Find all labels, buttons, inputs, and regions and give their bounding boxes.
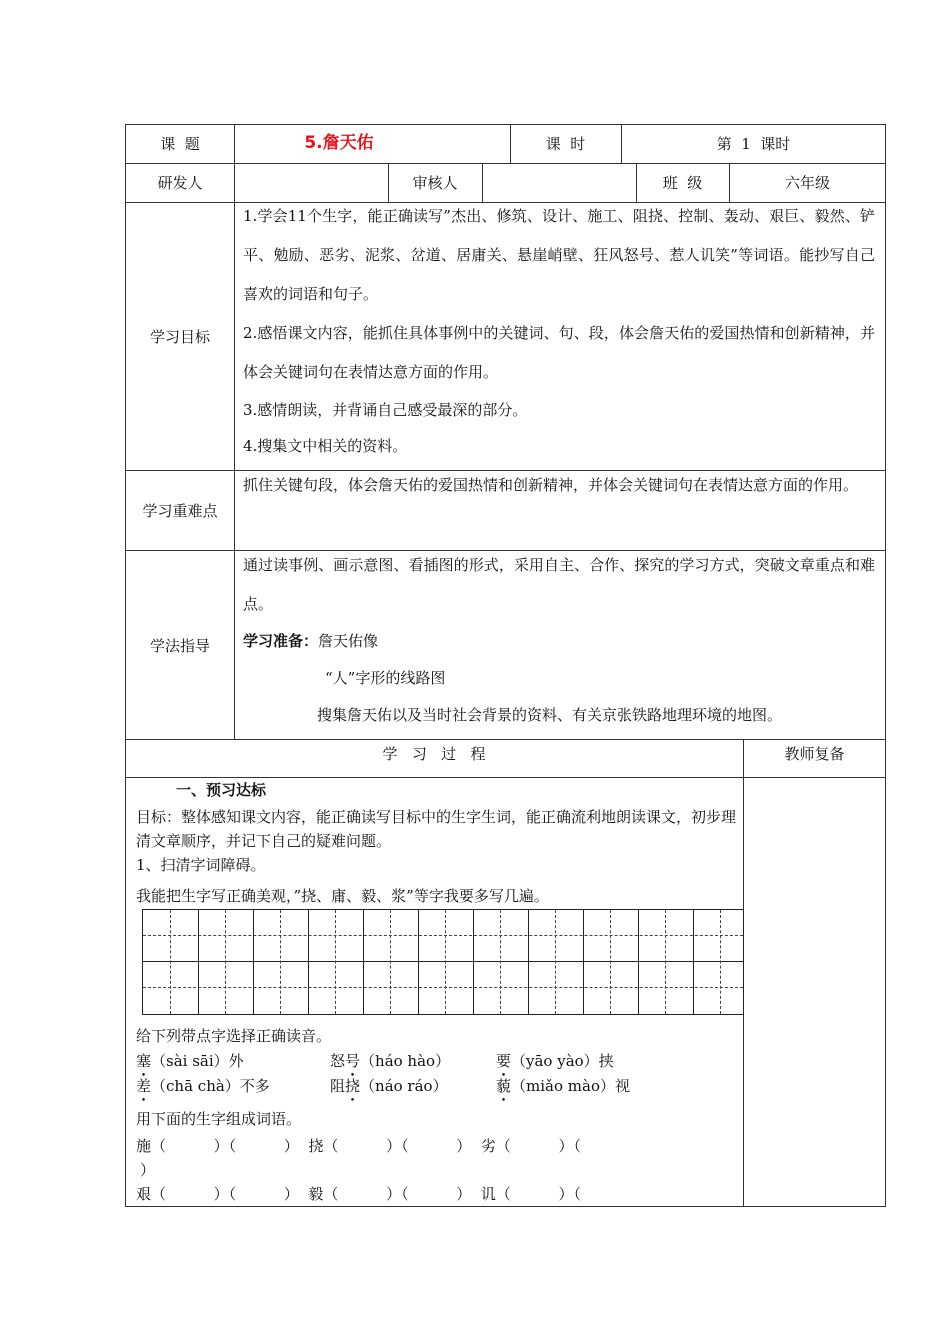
grid-line [390, 910, 391, 1014]
dotted-char: 塞 [136, 1052, 152, 1070]
prep-label: 学习准备： [243, 632, 319, 650]
word-row[interactable]: 施（ ）（ ） 挠（ ）（ ） 劣（ ）（ [136, 1137, 581, 1155]
class-value: 六年级 [784, 174, 830, 192]
grid-line [418, 910, 419, 1014]
section-title: 一、预习达标 [176, 781, 267, 799]
grid-line [253, 910, 254, 1014]
grid-line [280, 910, 281, 1014]
grid-line [363, 910, 364, 1014]
topic-label: 课 题 [160, 135, 200, 153]
grid-line [473, 910, 474, 1014]
period-value: 第 1 课时 [716, 135, 791, 153]
grid-line [638, 910, 639, 1014]
grid-line [143, 961, 743, 962]
pronunciation-options: （sài sāi）外 [151, 1052, 244, 1070]
prep-item: “人”字形的线路图 [325, 669, 446, 687]
dotted-char: 号 [345, 1052, 361, 1070]
grid-line [610, 910, 611, 1014]
process-header: 学 习 过 程 [382, 744, 486, 763]
grid-line [170, 910, 171, 1014]
pronunciation-prompt: 给下列带点字选择正确读音。 [136, 1027, 332, 1045]
goals-label: 学习目标 [149, 327, 210, 346]
dotted-char: 要 [496, 1052, 512, 1070]
prep-item: 搜集詹天佑以及当时社会背景的资料、有关京张铁路地理环境的地图。 [317, 706, 783, 724]
prep-line [243, 631, 378, 652]
goals-list [243, 197, 875, 464]
period-label: 课 时 [545, 135, 586, 153]
grid-line [335, 910, 336, 1014]
pronunciation-item [496, 1075, 630, 1096]
pronunciation-options: （chā chà）不多 [151, 1077, 270, 1095]
goal-item: 4.搜集文中相关的资料。 [243, 437, 408, 455]
grid-line [693, 910, 694, 1014]
prep-item: 詹天佑像 [318, 632, 379, 650]
grid-line [555, 910, 556, 1014]
dotted-char: 藐 [496, 1077, 512, 1095]
pronunciation-options: 怒号（háo hào） [330, 1052, 451, 1070]
reviewer-label: 审核人 [412, 174, 458, 192]
grid-line [308, 910, 309, 1014]
pronunciation-item [136, 1050, 244, 1071]
goal-item: 1.学会11个生字，能正确读写”杰出、修筑、设计、施工、阻挠、控制、轰动、艰巨、毅然、铲平、勉励、恶劣、泥浆、岔道、居庸关、悬崖峭壁、狂风怒号、惹人讥笑”等词语。能抄写自己喜欢的词语和句子。 [243, 207, 875, 303]
grid-line [198, 910, 199, 1014]
pronunciation-options: 阻挠（náo ráo） [330, 1077, 448, 1095]
class-label: 班 级 [662, 174, 703, 192]
grid-line [583, 910, 584, 1014]
word-row-wrap: ） [140, 1161, 156, 1179]
key-points-label: 学习重难点 [142, 501, 218, 520]
grid-line [665, 910, 666, 1014]
pronunciation-item [330, 1050, 450, 1071]
dotted-char: 差 [136, 1077, 152, 1095]
teacher-notes-header: 教师复备 [784, 744, 845, 763]
lesson-title: 5.詹天佑 [304, 132, 374, 153]
grid-line [225, 910, 226, 1014]
pronunciation-item [330, 1075, 448, 1096]
step-heading: 1、扫清字词障碍。 [136, 856, 266, 874]
developer-label: 研发人 [157, 174, 203, 192]
grid-line [445, 910, 446, 1014]
method-text: 通过读事例、画示意图、看插图的形式，采用自主、合作、探究的学习方式，突破文章重点和难点。 [243, 556, 875, 613]
dotted-char: 挠 [345, 1077, 361, 1095]
divider [125, 777, 886, 778]
pronunciation-options: （miǎo mào）视 [511, 1077, 630, 1095]
write-prompt: 我能把生字写正确美观，”挠、庸、毅、浆”等字我要多写几遍。 [136, 887, 549, 905]
grid-line [143, 935, 743, 936]
grid-line [528, 910, 529, 1014]
word-prompt: 用下面的生字组成词语。 [136, 1110, 302, 1128]
section-target: 目标：整体感知课文内容，能正确读写目标中的生字生词，能正确流利地朗读课文，初步理清文章顺序，并记下自己的疑难问题。 [136, 808, 737, 850]
key-points-text: 抓住关键句段，体会詹天佑的爱国热情和创新精神，并体会关键词句在表情达意方面的作用。 [243, 476, 859, 494]
goal-item: 2.感悟课文内容，能抓住具体事例中的关键词、句、段，体会詹天佑的爱国热情和创新精神，并体会关键词句在表情达意方面的作用。 [243, 324, 875, 381]
writing-grid[interactable] [142, 909, 744, 1015]
grid-line [720, 910, 721, 1014]
pronunciation-options: （yāo yào）挟 [511, 1052, 614, 1070]
grid-line [500, 910, 501, 1014]
word-row[interactable]: 艰（ ）（ ） 毅（ ）（ ） 讥（ ）（ [136, 1185, 581, 1203]
pronunciation-item [496, 1050, 614, 1071]
goal-item: 3.感情朗读，并背诵自己感受最深的部分。 [243, 401, 528, 419]
grid-line [143, 987, 743, 988]
method-label: 学法指导 [149, 636, 210, 655]
pronunciation-item [136, 1075, 270, 1096]
